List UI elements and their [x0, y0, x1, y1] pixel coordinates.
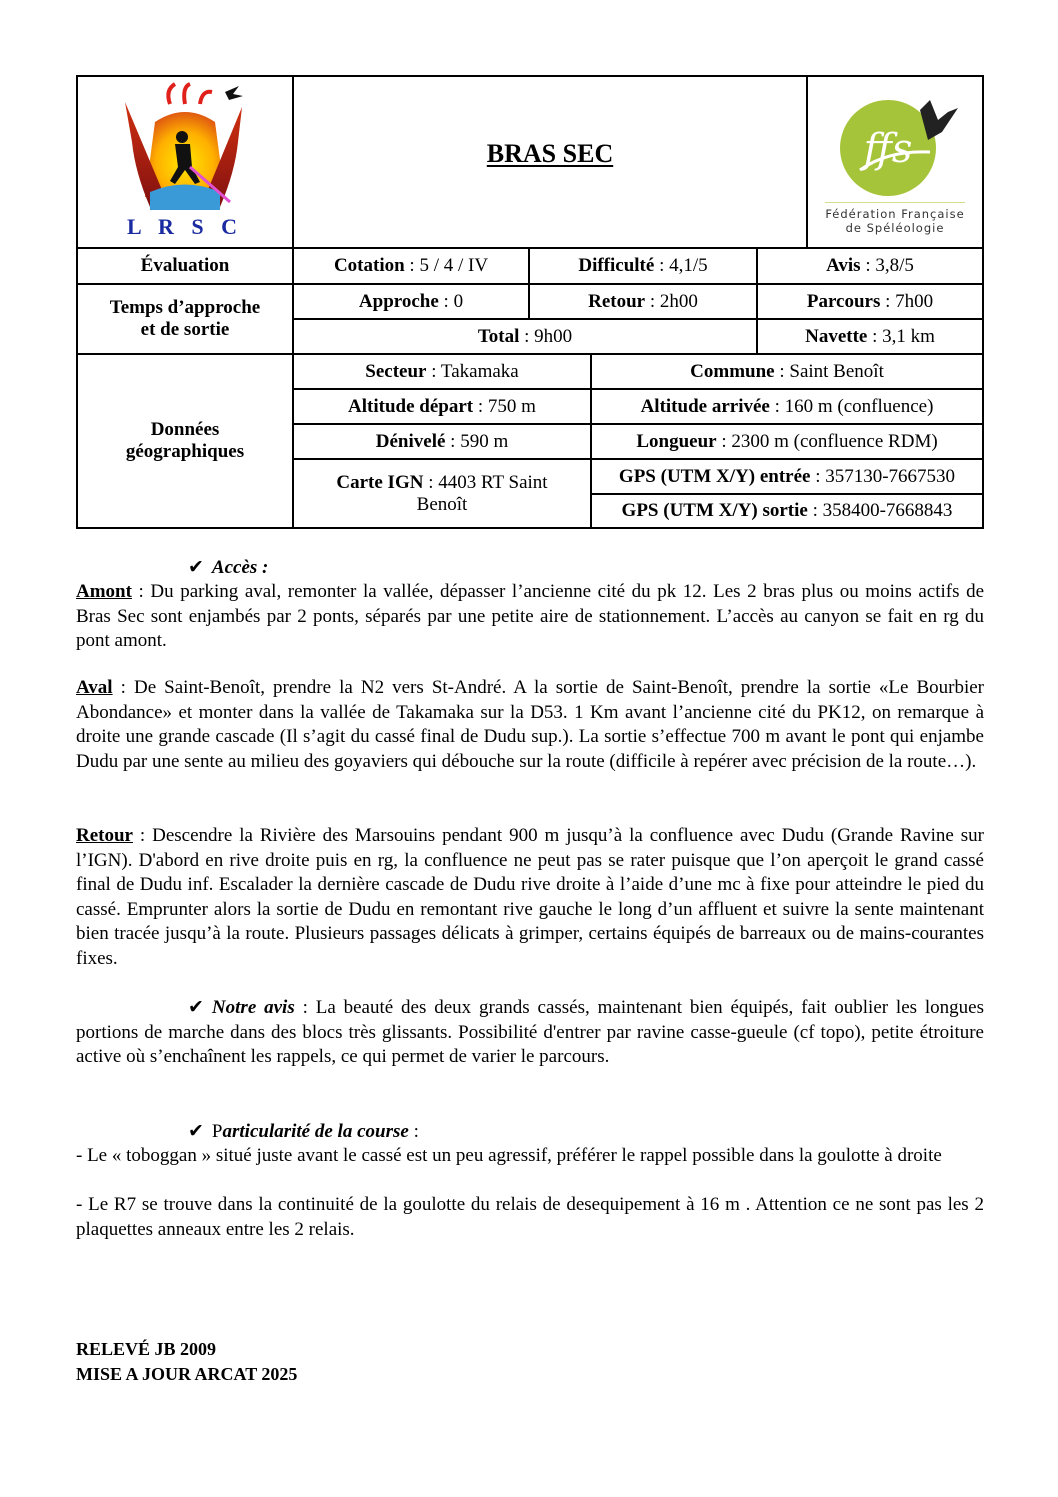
check-icon: ✔ — [188, 1121, 204, 1142]
retour-cell: Retour : 2h00 — [528, 283, 758, 320]
navette-cell: Navette : 3,1 km — [756, 318, 984, 355]
altitude-arrivee-cell: Altitude arrivée : 160 m (confluence) — [590, 388, 984, 425]
avis-cell: Avis : 3,8/5 — [756, 247, 984, 285]
footer-mise-a-jour: MISE A JOUR ARCAT 2025 — [76, 1364, 298, 1384]
logo-cell-left — [76, 75, 294, 249]
acces-amont-paragraph: Amont : Du parking aval, remonter la vallée, dépasser l’ancienne cité du pk 12. Les 2 bras plus ou moins actifs de Bras Sec sont enjambés par 2 ponts, séparés par une petite aire de stationnement. L’accès au canyon se fait en rg du pont amont. — [76, 581, 984, 651]
avis-paragraph: ✔ Notre avis : La beauté des deux grands cassés, maintenant bien équipés, fait oublier les longues portions de marche dans des blocs très glissants. Possibilité d'entrer par ravine casse-gueule (cf topo), petite étroiture active où s’enchaînent les rappels, ce qui permet de varier le parcours. — [76, 997, 984, 1067]
check-icon: ✔ — [188, 997, 204, 1018]
ffs-caption-1: Fédération Française — [825, 206, 965, 221]
logo-cell-right — [806, 75, 984, 249]
ffs-logo-icon — [830, 90, 960, 200]
svg-text:ffs: ffs — [863, 125, 913, 172]
page-title: BRAS SEC — [486, 139, 614, 168]
gps-sortie-cell: GPS (UTM X/Y) sortie : 358400-7668843 — [590, 493, 984, 529]
ffs-caption-2: de Spéléologie — [845, 220, 945, 235]
particularite-item: - Le « toboggan » situé juste avant le cassé est un peu agressif, préférer le rappel possible dans la goulotte à droite — [76, 1145, 942, 1166]
approche-cell: Approche : 0 — [292, 283, 530, 320]
retour-paragraph: Retour : Descendre la Rivière des Marsouins pendant 900 m jusqu’à la confluence avec Dudu (Grande Ravine sur l’IGN). D'abord en rive droite puis en rg, la confluence ne peut pas se rater puisque que l’on aperçoit le grand cassé final de Dudu inf. Escalader la dernière cascade de Dudu rive droite à l’aide d’une mc à fixe pour atteindre le pied du cassé. Emprunter alors la sortie de Dudu en remontant rive gauche le long d’un affluent et suivre la sente maintenant bien tracée jusqu’à la route. Plusieurs passages délicats à grimper, certains équipés de barreaux ou de mains-courantes fixes. — [76, 825, 984, 969]
total-cell: Total : 9h00 — [292, 318, 758, 355]
gps-entree-cell: GPS (UTM X/Y) entrée : 357130-7667530 — [590, 458, 984, 495]
check-icon: ✔ — [188, 557, 204, 578]
altitude-depart-cell: Altitude départ : 750 m — [292, 388, 592, 425]
title-cell — [292, 75, 808, 249]
ffs-divider — [825, 202, 965, 203]
particularite-heading: ✔ Particularité de la course : — [188, 1121, 419, 1142]
footer-releve: RELEVÉ JB 2009 — [76, 1339, 217, 1359]
cotation-cell: Cotation : 5 / 4 / IV — [292, 247, 530, 285]
temps-label: Temps d’approche et de sortie — [76, 283, 294, 355]
particularite-item: - Le R7 se trouve dans la continuité de la goulotte du relais de desequipement à 16 m . Attention ce ne sont pas les 2 plaquettes anneaux entre les 2 relais. — [76, 1194, 984, 1240]
svg-text:L R S C: L R S C — [127, 214, 243, 239]
acces-heading: ✔ Accès : — [188, 557, 269, 578]
denivele-cell: Dénivelé : 590 m — [292, 423, 592, 460]
lrsc-logo-icon — [120, 82, 250, 242]
carte-ign-cell: Carte IGN : 4403 RT Saint Benoît — [292, 458, 592, 529]
difficulte-cell: Difficulté : 4,1/5 — [528, 247, 758, 285]
parcours-cell: Parcours : 7h00 — [756, 283, 984, 320]
commune-cell: Commune : Saint Benoît — [590, 353, 984, 390]
evaluation-label: Évaluation — [76, 247, 294, 285]
secteur-cell: Secteur : Takamaka — [292, 353, 592, 390]
acces-aval-paragraph: Aval : De Saint-Benoît, prendre la N2 vers St-André. A la sortie de Saint-Benoît, prendre la sortie «Le Bourbier Abondance» et monter dans la vallée de Takamaka sur la D53. 1 Km avant l’ancienne cité du PK12, on remarque à droite une grande cascade (Il s’agit du cassé final de Dudu sup.). La sortie s’effectue 700 m avant le pont qui enjambe Dudu par une sente au milieu des goyaviers qui débouche sur la route (difficile à repérer avec précision de la route…). — [76, 677, 984, 772]
geo-label: Données géographiques — [76, 353, 294, 529]
longueur-cell: Longueur : 2300 m (confluence RDM) — [590, 423, 984, 460]
